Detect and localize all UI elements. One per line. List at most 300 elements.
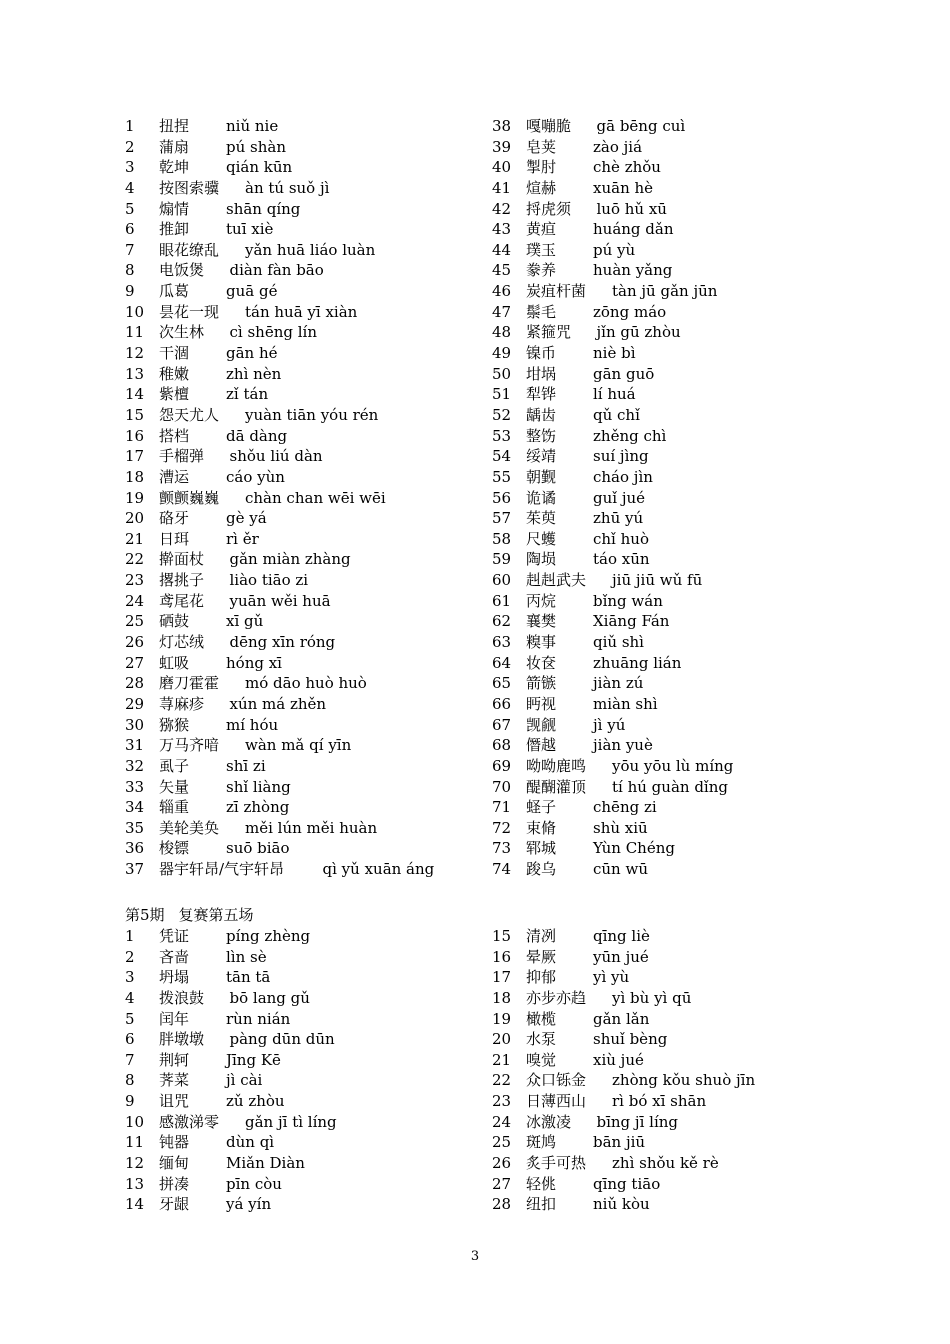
entry-number: 17 — [125, 447, 145, 466]
entry-word: 撂挑子 — [159, 571, 205, 590]
entry-number: 3 — [125, 968, 135, 987]
entry-pinyin: pú yù — [593, 240, 636, 259]
entry-word: 美轮美奂 — [159, 818, 220, 837]
entry-word: 轻佻 — [526, 1174, 557, 1193]
entry-pinyin: dùn qì — [226, 1133, 275, 1152]
entry-word: 觊觎 — [526, 715, 557, 734]
entry-word: 日薄西山 — [526, 1092, 587, 1111]
entry-number: 26 — [125, 633, 145, 652]
entry-pinyin: mí hóu — [226, 715, 279, 734]
entry-pinyin: dēng xīn róng — [229, 633, 336, 652]
entry-number: 33 — [125, 777, 145, 796]
entry-word: 纽扣 — [526, 1195, 557, 1214]
entry-number: 14 — [125, 1195, 145, 1214]
entry-number: 14 — [125, 385, 145, 404]
entry-number: 23 — [125, 571, 145, 590]
entry-number: 18 — [125, 467, 145, 486]
entry-pinyin: yuān wěi huā — [229, 591, 331, 610]
entry-word: 妆奁 — [526, 653, 557, 672]
entry-number: 25 — [125, 612, 145, 631]
entry-number: 44 — [492, 240, 512, 259]
entry-pinyin: chàn chan wēi wēi — [245, 488, 386, 507]
entry-word: 颤颤巍巍 — [159, 488, 220, 507]
entry-word: 硒鼓 — [159, 612, 190, 631]
entry-word: 绥靖 — [526, 447, 557, 466]
entry-pinyin: wàn mǎ qí yīn — [245, 736, 352, 755]
entry-word: 犁铧 — [526, 385, 557, 404]
entry-word: 推卸 — [159, 220, 190, 239]
entry-number: 40 — [492, 158, 512, 177]
entry-word: 荠菜 — [159, 1071, 190, 1090]
entry-word: 众口铄金 — [526, 1071, 587, 1090]
entry-word: 捋虎须 — [526, 199, 572, 218]
entry-pinyin: zī zhòng — [226, 798, 290, 817]
entry-word: 诅咒 — [159, 1092, 190, 1111]
entry-pinyin: xuān hè — [593, 178, 654, 197]
entry-word: 冰激凌 — [526, 1112, 572, 1131]
entry-number: 27 — [125, 653, 145, 672]
entry-number: 47 — [492, 302, 512, 321]
entry-word: 水泵 — [526, 1030, 557, 1049]
entry-pinyin: pàng dūn dūn — [229, 1030, 335, 1049]
entry-pinyin: zhěng chì — [593, 426, 667, 445]
entry-word: 朝觐 — [526, 467, 557, 486]
entry-number: 58 — [492, 529, 512, 548]
entry-number: 8 — [125, 261, 135, 280]
entry-number: 57 — [492, 509, 512, 528]
entry-word: 吝啬 — [159, 947, 190, 966]
entry-pinyin: zhū yú — [593, 509, 644, 528]
entry-pinyin: xī gǔ — [226, 612, 264, 631]
entry-pinyin: jiū jiū wǔ fū — [612, 571, 703, 590]
entry-pinyin: dā dàng — [226, 426, 288, 445]
entry-number: 17 — [492, 968, 512, 987]
entry-pinyin: niè bì — [593, 344, 636, 363]
entry-pinyin: guā gé — [226, 282, 278, 301]
entry-pinyin: bǐng wán — [593, 591, 663, 610]
entry-number: 36 — [125, 839, 145, 858]
entry-pinyin: qián kūn — [226, 158, 293, 177]
entry-pinyin: tuī xiè — [226, 220, 274, 239]
entry-number: 19 — [492, 1009, 512, 1028]
entry-pinyin: miàn shì — [593, 694, 658, 713]
entry-pinyin: cì shēng lín — [229, 323, 317, 342]
entry-word: 斑鸠 — [526, 1133, 557, 1152]
entry-number: 7 — [125, 240, 135, 259]
entry-word: 皂荚 — [526, 137, 557, 156]
entry-word: 灯芯绒 — [159, 633, 205, 652]
entry-pinyin: gā bēng cuì — [596, 117, 686, 135]
entry-number: 51 — [492, 385, 512, 404]
entry-number: 11 — [125, 323, 145, 342]
entry-number: 16 — [125, 426, 145, 445]
entry-number: 2 — [125, 137, 135, 156]
entry-word: 蒲扇 — [159, 137, 190, 156]
entry-pinyin: jiàn zú — [593, 674, 644, 693]
entry-pinyin: shān qíng — [226, 199, 301, 218]
entry-pinyin: guǐ jué — [593, 488, 646, 507]
entry-word: 虱子 — [159, 756, 190, 775]
entry-pinyin: cháo jìn — [593, 467, 653, 486]
entry-number: 16 — [492, 947, 512, 966]
page-number: 3 — [470, 1249, 480, 1264]
entry-pinyin: rì ěr — [226, 529, 259, 548]
entry-pinyin: pīn còu — [226, 1174, 282, 1193]
entry-pinyin: niǔ nie — [226, 117, 279, 135]
entry-number: 28 — [492, 1195, 512, 1214]
entry-number: 21 — [492, 1050, 512, 1069]
entry-pinyin: zào jiá — [593, 137, 643, 156]
entry-number: 70 — [492, 777, 512, 796]
entry-number: 41 — [492, 178, 512, 197]
entry-word: 干涸 — [159, 344, 190, 363]
entry-number: 21 — [125, 529, 145, 548]
entry-word: 陶埙 — [526, 550, 557, 569]
entry-word: 手榴弹 — [159, 447, 205, 466]
entry-pinyin: gān guō — [593, 364, 655, 383]
entry-number: 62 — [492, 612, 512, 631]
entry-word: 器宇轩昂/气宇轩昂 — [159, 860, 285, 879]
entry-number: 71 — [492, 798, 512, 817]
entry-number: 1 — [125, 117, 135, 135]
entry-pinyin: tán huā yī xiàn — [245, 302, 358, 321]
entry-pinyin: shǒu liú dàn — [229, 447, 323, 466]
entry-number: 63 — [492, 633, 512, 652]
entry-number: 15 — [125, 405, 145, 424]
entry-pinyin: mó dāo huò huò — [245, 674, 367, 693]
entry-word: 磨刀霍霍 — [159, 674, 220, 693]
entry-number: 42 — [492, 199, 512, 218]
entry-number: 67 — [492, 715, 512, 734]
entry-word: 梭镖 — [159, 839, 190, 858]
entry-number: 46 — [492, 282, 512, 301]
entry-pinyin: cáo yùn — [226, 467, 285, 486]
entry-word: 清冽 — [526, 927, 557, 945]
entry-pinyin: Miǎn Diàn — [226, 1154, 305, 1173]
entry-word: 漕运 — [159, 467, 190, 486]
entry-number: 49 — [492, 344, 512, 363]
entry-number: 55 — [492, 467, 512, 486]
entry-word: 炙手可热 — [526, 1154, 587, 1173]
entry-number: 72 — [492, 818, 512, 837]
entry-number: 69 — [492, 756, 512, 775]
entry-number: 20 — [125, 509, 145, 528]
entry-word: 掣肘 — [526, 158, 557, 177]
entry-word: 晕厥 — [526, 947, 557, 966]
entry-pinyin: rùn nián — [226, 1009, 291, 1028]
entry-pinyin: qǔ chǐ — [593, 405, 640, 424]
entry-pinyin: chēng zi — [593, 798, 657, 817]
entry-number: 25 — [492, 1133, 512, 1152]
entry-pinyin: jiàn yuè — [593, 736, 653, 755]
entry-word: 煽情 — [159, 199, 190, 218]
entry-word: 荆轲 — [159, 1050, 190, 1069]
entry-word: 茱萸 — [526, 509, 557, 528]
entry-pinyin: niǔ kòu — [593, 1195, 650, 1214]
entry-word: 糗事 — [526, 633, 557, 652]
entry-word: 缅甸 — [159, 1154, 190, 1173]
entry-word: 亦步亦趋 — [526, 988, 587, 1007]
entry-number: 6 — [125, 220, 135, 239]
entry-number: 60 — [492, 571, 512, 590]
entry-pinyin: bān jiū — [593, 1133, 646, 1152]
entry-number: 74 — [492, 860, 512, 879]
entry-number: 59 — [492, 550, 512, 569]
entry-pinyin: lí huá — [593, 385, 636, 404]
entry-word: 坍塌 — [159, 968, 190, 987]
entry-number: 35 — [125, 818, 145, 837]
entry-number: 6 — [125, 1030, 135, 1049]
entry-word: 束脩 — [526, 818, 557, 837]
entry-word: 蛏子 — [526, 798, 557, 817]
entry-word: 搭档 — [159, 426, 190, 445]
entry-word: 昙花一现 — [159, 302, 220, 321]
entry-word: 猕猴 — [159, 715, 190, 734]
entry-word: 煊赫 — [526, 178, 557, 197]
entry-pinyin: yōu yōu lù míng — [612, 756, 734, 775]
entry-word: 黄疸 — [526, 220, 557, 239]
entry-word: 瓜葛 — [159, 282, 190, 301]
entry-number: 56 — [492, 488, 512, 507]
entry-word: 牙龈 — [159, 1195, 190, 1214]
entry-word: 箭镞 — [526, 674, 557, 693]
entry-number: 12 — [125, 1154, 145, 1173]
entry-pinyin: luō hǔ xū — [596, 199, 667, 218]
entry-word: 郓城 — [526, 839, 557, 858]
entry-word: 赳赳武夫 — [526, 571, 587, 590]
entry-word: 扭捏 — [159, 117, 190, 135]
entry-number: 31 — [125, 736, 145, 755]
entry-pinyin: xún má zhěn — [229, 694, 327, 713]
entry-pinyin: suō biāo — [226, 839, 290, 858]
entry-number: 48 — [492, 323, 512, 342]
entry-number: 12 — [125, 344, 145, 363]
entry-pinyin: gān hé — [226, 344, 278, 363]
entry-pinyin: jǐn gū zhòu — [596, 323, 681, 342]
entry-number: 1 — [125, 927, 135, 945]
entry-pinyin: shù xiū — [593, 818, 648, 837]
entry-pinyin: tàn jū gǎn jūn — [612, 282, 718, 301]
entry-number: 24 — [492, 1112, 512, 1131]
entry-pinyin: tān tā — [226, 968, 271, 987]
entry-word: 万马齐喑 — [159, 736, 220, 755]
entry-word: 擀面杖 — [159, 550, 205, 569]
entry-pinyin: zhì nèn — [226, 364, 282, 383]
entry-word: 鬃毛 — [526, 302, 557, 321]
entry-pinyin: rì bó xī shān — [612, 1092, 707, 1111]
entry-word: 豢养 — [526, 261, 557, 280]
entry-number: 32 — [125, 756, 145, 775]
entry-pinyin: yuàn tiān yóu rén — [245, 405, 379, 424]
entry-word: 醍醐灌顶 — [526, 777, 587, 796]
entry-number: 5 — [125, 199, 135, 218]
entry-pinyin: pú shàn — [226, 137, 286, 156]
entry-pinyin: jì yú — [593, 715, 626, 734]
entry-pinyin: zǔ zhòu — [226, 1092, 285, 1111]
entry-pinyin: měi lún měi huàn — [245, 818, 378, 837]
entry-pinyin: liào tiāo zi — [229, 571, 309, 590]
entry-pinyin: Yùn Chéng — [593, 839, 675, 858]
entry-pinyin: gǎn miàn zhàng — [229, 550, 351, 569]
entry-number: 28 — [125, 674, 145, 693]
entry-number: 52 — [492, 405, 512, 424]
entry-word: 硌牙 — [159, 509, 190, 528]
entry-pinyin: yì bù yì qū — [612, 988, 692, 1007]
entry-number: 27 — [492, 1174, 512, 1193]
entry-word: 龋齿 — [526, 405, 557, 424]
entry-number: 9 — [125, 1092, 135, 1111]
entry-number: 7 — [125, 1050, 135, 1069]
entry-word: 炭疽杆菌 — [526, 282, 587, 301]
entry-number: 4 — [125, 178, 135, 197]
entry-pinyin: táo xūn — [593, 550, 650, 569]
entry-word: 嗅觉 — [526, 1050, 557, 1069]
entry-word: 拨浪鼓 — [159, 988, 205, 1007]
entry-number: 23 — [492, 1092, 512, 1111]
entry-pinyin: shuǐ bèng — [593, 1030, 668, 1049]
entry-number: 18 — [492, 988, 512, 1007]
entry-number: 54 — [492, 447, 512, 466]
entry-pinyin: cūn wū — [593, 860, 648, 879]
entry-pinyin: àn tú suǒ jì — [245, 178, 330, 197]
entry-number: 3 — [125, 158, 135, 177]
entry-pinyin: shī zi — [226, 756, 266, 775]
entry-number: 20 — [492, 1030, 512, 1049]
section-title — [125, 905, 268, 925]
entry-word: 踆乌 — [526, 860, 557, 879]
entry-number: 30 — [125, 715, 145, 734]
entry-number: 13 — [125, 364, 145, 383]
entry-pinyin: gǎn lǎn — [593, 1009, 650, 1028]
entry-pinyin: yǎn huā liáo luàn — [245, 240, 376, 259]
entry-number: 34 — [125, 798, 145, 817]
entry-word: 怨天尤人 — [159, 405, 220, 424]
entry-pinyin: gǎn jī tì líng — [245, 1112, 337, 1131]
entry-number: 13 — [125, 1174, 145, 1193]
entry-number: 64 — [492, 653, 512, 672]
entry-number: 65 — [492, 674, 512, 693]
entry-number: 11 — [125, 1133, 145, 1152]
entry-pinyin: huàn yǎng — [593, 261, 673, 280]
section-round: 复赛第五场 — [178, 906, 254, 924]
entry-number: 38 — [492, 117, 512, 135]
entry-pinyin: diàn fàn bāo — [229, 261, 324, 280]
entry-number: 5 — [125, 1009, 135, 1028]
entry-pinyin: zǐ tán — [226, 385, 269, 404]
entry-word: 坩埚 — [526, 364, 557, 383]
entry-pinyin: zōng máo — [593, 302, 667, 321]
entry-word: 整饬 — [526, 426, 557, 445]
entry-number: 61 — [492, 591, 512, 610]
entry-word: 荨麻疹 — [159, 694, 205, 713]
entry-pinyin: tí hú guàn dǐng — [612, 777, 728, 796]
entry-number: 39 — [492, 137, 512, 156]
entry-pinyin: bīng jī líng — [596, 1112, 679, 1131]
entry-pinyin: qiǔ shì — [593, 633, 644, 652]
entry-word: 稚嫩 — [159, 364, 190, 383]
entry-pinyin: chǐ huò — [593, 529, 649, 548]
entry-word: 虹吸 — [159, 653, 190, 672]
entry-word: 按图索骥 — [159, 178, 220, 197]
entry-pinyin: yì yù — [593, 968, 630, 987]
entry-word: 电饭煲 — [159, 261, 205, 280]
entry-pinyin: qīng liè — [593, 927, 650, 945]
entry-pinyin: gè yá — [226, 509, 267, 528]
section-issue: 第5期 — [125, 906, 165, 924]
entry-pinyin: qīng tiāo — [593, 1174, 661, 1193]
entry-pinyin: zhuāng lián — [593, 653, 682, 672]
entry-number: 43 — [492, 220, 512, 239]
entry-word: 僭越 — [526, 736, 557, 755]
entry-pinyin: xiù jué — [593, 1050, 644, 1069]
entry-pinyin: hóng xī — [226, 653, 282, 672]
entry-pinyin: jì cài — [226, 1071, 263, 1090]
entry-pinyin: qì yǔ xuān áng — [322, 860, 435, 879]
entry-word: 镍币 — [526, 344, 557, 363]
entry-number: 29 — [125, 694, 145, 713]
entry-word: 璞玉 — [526, 240, 557, 259]
entry-word: 尺蠖 — [526, 529, 557, 548]
entry-word: 紫檀 — [159, 385, 190, 404]
entry-number: 73 — [492, 839, 512, 858]
entry-pinyin: Jīng Kē — [226, 1050, 281, 1069]
entry-word: 胖墩墩 — [159, 1030, 205, 1049]
entry-word: 橄榄 — [526, 1009, 557, 1028]
entry-word: 凭证 — [159, 927, 190, 945]
entry-number: 22 — [492, 1071, 512, 1090]
entry-word: 日珥 — [159, 529, 190, 548]
entry-pinyin: bō lang gǔ — [229, 988, 310, 1007]
entry-word: 矢量 — [159, 777, 190, 796]
entry-number: 10 — [125, 302, 145, 321]
entry-word: 嘎嘣脆 — [526, 117, 572, 135]
entry-number: 26 — [492, 1154, 512, 1173]
entry-number: 19 — [125, 488, 145, 507]
entry-number: 68 — [492, 736, 512, 755]
entry-number: 9 — [125, 282, 135, 301]
entry-number: 66 — [492, 694, 512, 713]
entry-pinyin: lìn sè — [226, 947, 267, 966]
entry-number: 22 — [125, 550, 145, 569]
entry-word: 丙烷 — [526, 591, 557, 610]
entry-number: 37 — [125, 860, 145, 879]
entry-word: 抑郁 — [526, 968, 557, 987]
entry-number: 8 — [125, 1071, 135, 1090]
entry-pinyin: yūn jué — [593, 947, 649, 966]
entry-number: 10 — [125, 1112, 145, 1131]
entry-number: 4 — [125, 988, 135, 1007]
entry-pinyin: shǐ liàng — [226, 777, 291, 796]
entry-word: 辎重 — [159, 798, 190, 817]
entry-number: 2 — [125, 947, 135, 966]
entry-word: 紧箍咒 — [526, 323, 572, 342]
entry-word: 次生林 — [159, 323, 205, 342]
entry-pinyin: zhì shǒu kě rè — [612, 1154, 719, 1173]
entry-word: 眄视 — [526, 694, 557, 713]
entry-word: 钝器 — [159, 1133, 190, 1152]
entry-pinyin: píng zhèng — [226, 927, 311, 945]
entry-number: 24 — [125, 591, 145, 610]
entry-word: 拼凑 — [159, 1174, 190, 1193]
entry-pinyin: zhòng kǒu shuò jīn — [612, 1071, 756, 1090]
entry-word: 感激涕零 — [159, 1112, 220, 1131]
entry-word: 呦呦鹿鸣 — [526, 756, 587, 775]
entry-word: 乾坤 — [159, 158, 190, 177]
entry-word: 闰年 — [159, 1009, 190, 1028]
entry-pinyin: huáng dǎn — [593, 220, 674, 239]
entry-number: 53 — [492, 426, 512, 445]
entry-number: 15 — [492, 927, 512, 945]
